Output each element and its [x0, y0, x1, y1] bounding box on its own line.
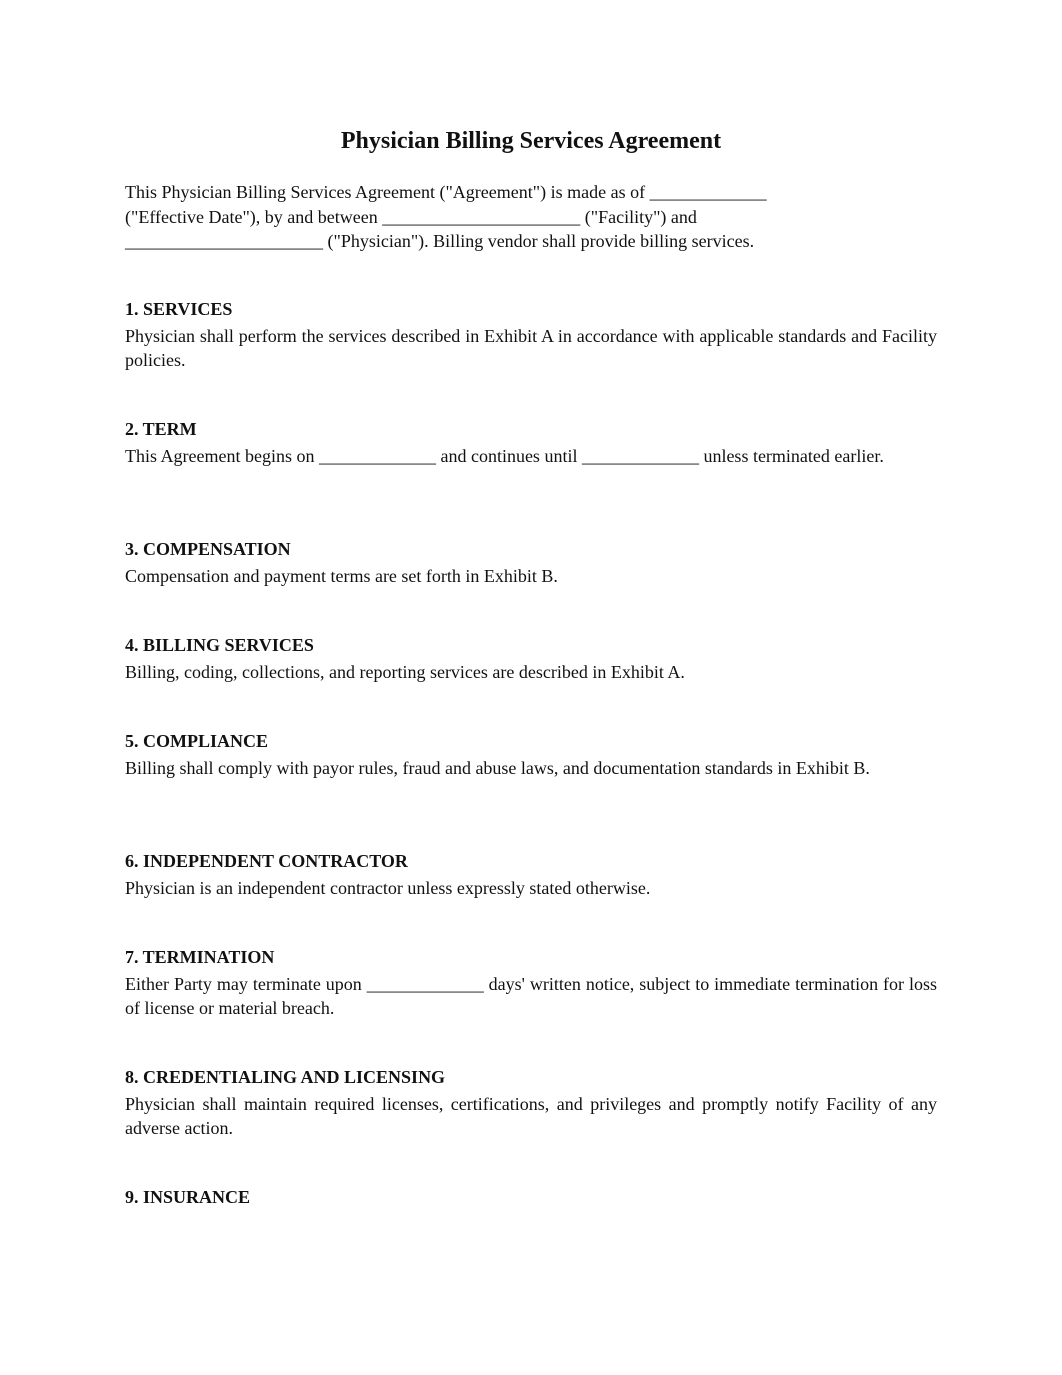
section-compliance	[125, 729, 937, 780]
section-body: Compensation and payment terms are set forth in Exhibit B.	[125, 566, 558, 586]
section-body: Billing shall comply with payor rules, fraud and abuse laws, and documentation standards in Exhibit B.	[125, 758, 870, 778]
section-heading: 7. TERMINATION	[125, 947, 275, 967]
section-body: Physician shall perform the services described in Exhibit A in accordance with applicable standards and Facility policies.	[125, 326, 937, 370]
document-title: Physician Billing Services Agreement	[340, 128, 722, 154]
section-body: Either Party may terminate upon _____________ days' written notice, subject to immediate termination for loss of license or material breach.	[125, 974, 937, 1018]
section-body: This Agreement begins on _____________ and continues until _____________ unless terminated earlier.	[125, 446, 884, 466]
intro-line: ______________________ ("Physician"). Billing vendor shall provide billing services.	[125, 231, 755, 251]
section-heading: 6. INDEPENDENT CONTRACTOR	[125, 851, 408, 871]
section-services	[125, 297, 937, 372]
section-heading: 9. INSURANCE	[125, 1187, 251, 1207]
section-heading: 8. CREDENTIALING AND LICENSING	[125, 1067, 446, 1087]
section-heading: 5. COMPLIANCE	[125, 731, 268, 751]
section-heading: 2. TERM	[125, 419, 197, 439]
section-credentialing-and-licensing	[125, 1065, 937, 1140]
section-independent-contractor	[125, 849, 937, 900]
section-termination	[125, 945, 937, 1020]
section-body: Billing, coding, collections, and reporting services are described in Exhibit A.	[125, 662, 685, 682]
section-heading: 3. COMPENSATION	[125, 539, 291, 559]
section-term	[125, 417, 937, 468]
section-heading: 4. BILLING SERVICES	[125, 635, 314, 655]
section-body: Physician is an independent contractor unless expressly stated otherwise.	[125, 878, 651, 898]
section-billing-services	[125, 633, 937, 684]
section-heading: 1. SERVICES	[125, 299, 233, 319]
section-body: Physician shall maintain required licenses, certifications, and privileges and promptly notify Facility of any adverse action.	[125, 1094, 937, 1138]
intro-line: ("Effective Date"), by and between ______________________ ("Facility") and	[125, 206, 697, 227]
intro-paragraph	[125, 180, 885, 254]
section-compensation	[125, 537, 937, 588]
intro-line: This Physician Billing Services Agreement ("Agreement") is made as of _____________	[125, 182, 767, 202]
section-insurance	[125, 1185, 937, 1209]
